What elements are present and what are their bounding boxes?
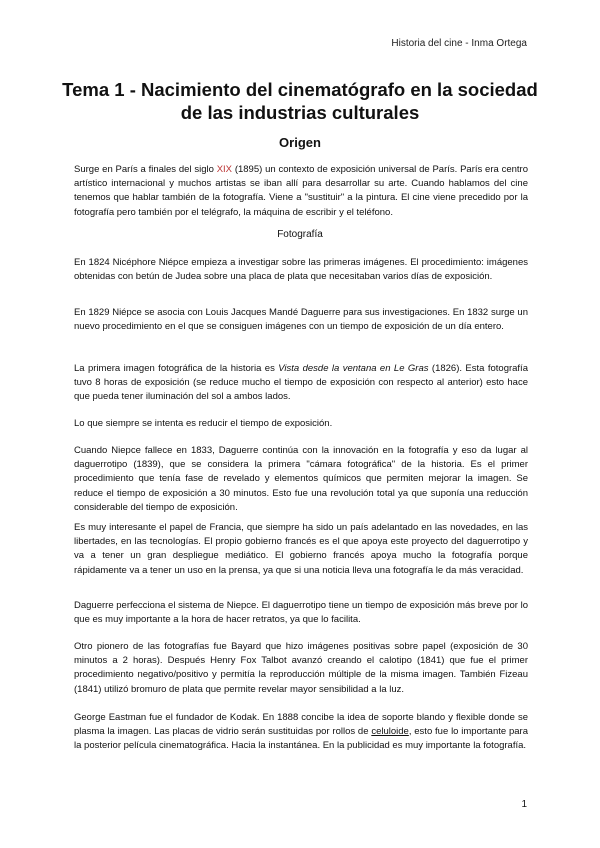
running-header: Historia del cine - Inma Ortega (391, 38, 527, 49)
paragraph-bayard-talbot: Otro pionero de las fotografías fue Bayard que hizo imágenes positivas sobre papel (exposición de 30 minutos a 2 horas). Después Henry Fox Talbot avanzó creando el calotipo (1841) que fue el primer procedimiento negativo/positivo y permitía la reproducción múltiple de la misma imagen. También Fizeau (1841) utilizó bromuro de plata que permite revelar mayor sensibilidad a la luz. (74, 641, 528, 695)
paragraph-origen: Surge en París a finales del siglo XIX (1895) un contexto de exposición universal de París. París era centro artístico internacional y muchos artistas se iban allí para desarrollar su arte. Cuando hablamos del cine tenemos que hablar también de la fotografía. Viene a "sustituir" a la pintura. El cine viene precedido por la fotografía pero también por el telégrafo, la máquina de escribir y el teléfono. (74, 164, 528, 218)
page-title: Tema 1 - Nacimiento del cinematógrafo en la sociedad de las industrias culturales (62, 79, 538, 123)
paragraph-primera-imagen: La primera imagen fotográfica de la historia es Vista desde la ventana en Le Gras (1826). Esta fotografía tuvo 8 horas de exposición (se reduce mucho el tiempo de exposición con respecto al anterior) esto hace que pueda tener iluminación del sol a ambos lados. (74, 363, 528, 403)
paragraph-reducir-tiempo: Lo que siempre se intenta es reducir el tiempo de exposición. (74, 418, 333, 429)
paragraph-niepce-1829: En 1829 Niépce se asocia con Louis Jacques Mandé Daguerre para sus investigaciones. En 1832 surge un nuevo procedimiento en el que se consiguen imágenes con un tiempo de exposición de un día entero. (74, 307, 528, 333)
page-number: 1 (521, 799, 527, 810)
section-heading-origen: Origen (279, 135, 321, 150)
work-title: Vista desde la ventana en Le Gras (278, 363, 429, 374)
paragraph-niepce-1824: En 1824 Nicéphore Niépce empieza a investigar sobre las primeras imágenes. El procedimiento: imágenes obtenidas con betún de Judea sobre una placa de plata que necesitaban varios días de exposición. (74, 257, 528, 283)
celuloide-link-text: celuloide (371, 726, 409, 738)
paragraph-eastman: George Eastman fue el fundador de Kodak. En 1888 concibe la idea de soporte blando y flexible donde se plasma la imagen. Las placas de vidrio serán sustituidas por rollos de celuloide, esto fue lo importante para la posterior película cinematográfica. Hacia la instantánea. En la publicidad es muy importante la fotografía. (74, 712, 528, 752)
paragraph-francia: Es muy interesante el papel de Francia, que siempre ha sido un país adelantado en las novedades, en las libertades, en las tecnologías. El propio gobierno francés es el que apoya este proyecto del daguerrotipo y va a tener un gran despliegue mediático. El gobierno francés apoya mucho la fotografía porque rápidamente va a tener un uso en la prensa, ya que si una noticia lleva una fotografía le da más veracidad. (74, 522, 528, 576)
paragraph-daguerre-perfecciona: Daguerre perfecciona el sistema de Niepce. El daguerrotipo tiene un tiempo de exposición más breve por lo que es muy importante a la hora de hacer retratos, ya que lo facilita. (74, 600, 528, 626)
section-heading-fotografia: Fotografía (277, 229, 323, 240)
century-text: XIX (216, 164, 233, 175)
paragraph-daguerrotipo: Cuando Niepce fallece en 1833, Daguerre continúa con la innovación en la fotografía y eso da lugar al daguerrotipo (1839), que se considera la primera "cámara fotográfica" de la historia. Es el primer procedimiento que tenía fase de revelado y elementos químicos que permiten mejorar la imagen. Se reduce el tiempo de exposición a 30 minutos. Esto fue una revolución total ya que suponía una reducción considerable del tiempo de exposición. (74, 445, 528, 513)
